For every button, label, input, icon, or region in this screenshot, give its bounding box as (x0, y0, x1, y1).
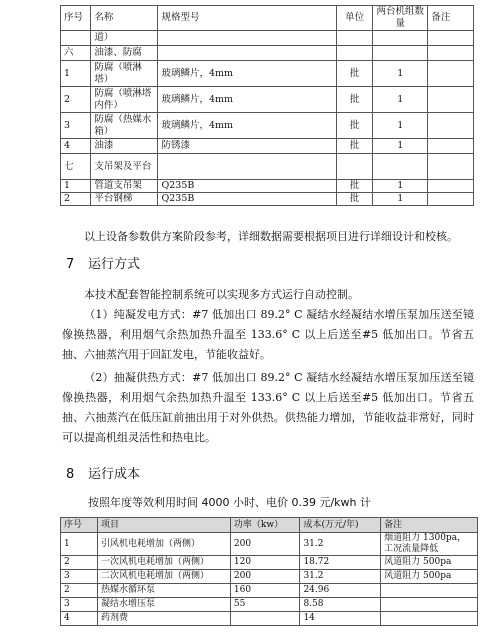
table-cell (61, 31, 91, 46)
table-cell: 药剂费 (98, 612, 231, 626)
section-number: 8 (66, 467, 75, 482)
table-row (61, 598, 478, 612)
table-cell: 风道阻力 500pa (381, 556, 478, 570)
table-row (61, 154, 474, 180)
table-cell: 18.72 (300, 556, 381, 570)
table-cell (373, 154, 428, 180)
table-cell: 二次风机电耗增加（两侧） (98, 570, 231, 584)
table-cell: 批 (337, 61, 373, 87)
table-cell (428, 193, 474, 206)
table-note: 以上设备参数供方案阶段参考，详细数据需要根据项目进行详细设计和校核。 (84, 230, 458, 243)
col-header: 功率（kw） (230, 518, 300, 533)
table-cell: 24.96 (300, 584, 381, 598)
section-8-heading (66, 463, 140, 482)
table-cell: 2 (61, 193, 91, 206)
table-cell (158, 31, 337, 46)
table-cell: 六 (61, 46, 91, 61)
col-header: 成本(万元/年) (300, 518, 381, 533)
table-cell: 3 (61, 598, 98, 612)
table-row (61, 46, 474, 61)
paragraph (62, 305, 474, 365)
table-cell (428, 46, 474, 61)
table-cell: 55 (230, 598, 300, 612)
equipment-table (60, 5, 474, 206)
table-cell (381, 584, 478, 598)
table-cell: 玻璃鳞片，4mm (158, 113, 337, 139)
table-cell: 防腐（喷淋塔） (91, 61, 158, 87)
paragraph (62, 368, 474, 448)
table-row (61, 113, 474, 139)
table-cell: 3 (61, 113, 91, 139)
table-cell: 防腐（热媒水箱） (91, 113, 158, 139)
table-cell: 4 (61, 139, 91, 154)
paragraph (62, 285, 474, 305)
section-title: 运行成本 (88, 467, 141, 482)
table-cell: 油漆 (91, 139, 158, 154)
table-cell: 1 (373, 61, 428, 87)
table-row (61, 533, 478, 556)
table-row (61, 556, 478, 570)
table-cell: 4 (61, 612, 98, 626)
table-cell: 油漆、防腐 (91, 46, 158, 61)
table-row (61, 31, 474, 46)
section-7-heading (66, 253, 140, 272)
table-cell: Q235B (158, 180, 337, 193)
table-cell: 批 (337, 87, 373, 113)
col-header: 序号 (61, 518, 98, 533)
col-header: 两台机组数量 (373, 6, 428, 31)
cost-table (60, 517, 478, 626)
table-cell (428, 113, 474, 139)
table-row (61, 612, 478, 626)
table-cell: 200 (230, 570, 300, 584)
table-cell (381, 598, 478, 612)
table-cell: 1 (373, 193, 428, 206)
table-cell (373, 46, 428, 61)
table-cell: 玻璃鳞片，4mm (158, 87, 337, 113)
table-cell: 批 (337, 139, 373, 154)
table-cell: 1 (373, 180, 428, 193)
table-cell (337, 46, 373, 61)
table-cell (337, 154, 373, 180)
table-cell (428, 87, 474, 113)
section-title: 运行方式 (88, 257, 141, 272)
table-cell: 烟道阻力 1300pa，工况流量降低 (381, 533, 478, 556)
table-cell: 平台钢梯 (91, 193, 158, 206)
table-cell: 凝结水增压泵 (98, 598, 231, 612)
table-cell (381, 612, 478, 626)
paragraph-text: （2）抽凝供热方式：#7 低加出口 89.2° C 凝结水经凝结水增压泵加压送至镜像换热器，利用烟气余热加热升温至 133.6° C 以上后送至#5 低加出口。节省五抽、六抽蒸汽在低压缸前抽出用于对外供热。供热能力增加，节能收益非常好，同时可以提高机组灵活性和热电比。 (62, 371, 474, 444)
table-cell: 2 (61, 87, 91, 113)
cost-basis: 按照年度等效利用时间 4000 小时、电价 0.39 元/kwh 计 (88, 496, 372, 509)
table-cell: 200 (230, 533, 300, 556)
table-cell: 31.2 (300, 533, 381, 556)
table-cell: Q235B (158, 193, 337, 206)
table-cell: 31.2 (300, 570, 381, 584)
table-row (61, 193, 474, 206)
table-row (61, 570, 478, 584)
col-header: 备注 (381, 518, 478, 533)
table-cell (428, 61, 474, 87)
table-cell: 1 (61, 180, 91, 193)
table-cell (428, 31, 474, 46)
table-cell (428, 154, 474, 180)
table-row (61, 180, 474, 193)
table-cell: 2 (61, 556, 98, 570)
table-cell (428, 180, 474, 193)
table-row (61, 139, 474, 154)
table-header-row (61, 6, 474, 31)
table-cell (158, 46, 337, 61)
table-cell: 160 (230, 584, 300, 598)
table-cell: 14 (300, 612, 381, 626)
table-cell: 3 (61, 570, 98, 584)
col-header: 单位 (337, 6, 373, 31)
table-cell: 1 (61, 61, 91, 87)
table-cell: 批 (337, 193, 373, 206)
table-cell: 支吊架及平台 (91, 154, 158, 180)
table-cell (373, 31, 428, 46)
table-cell: 8.58 (300, 598, 381, 612)
table-cell: 防锈漆 (158, 139, 337, 154)
table-cell: 1 (61, 533, 98, 556)
table-row (61, 584, 478, 598)
table-cell: 道） (91, 31, 158, 46)
table-cell: 批 (337, 180, 373, 193)
table-cell: 1 (373, 113, 428, 139)
col-header: 序号 (61, 6, 91, 31)
paragraph-text: （1）纯凝发电方式：#7 低加出口 89.2° C 凝结水经凝结水增压泵加压送至镜像换热器，利用烟气余热加热升温至 133.6° C 以上后送至#5 低加出口。节省五抽、六抽蒸汽用于回缸发电，节能收益好。 (62, 308, 474, 361)
col-header: 备注 (428, 6, 474, 31)
table-header-row (61, 518, 478, 533)
table-cell: 批 (337, 113, 373, 139)
col-header: 规格型号 (158, 6, 337, 31)
section-number: 7 (66, 257, 75, 272)
table-cell: 一次风机电耗增加（两侧） (98, 556, 231, 570)
table-row (61, 87, 474, 113)
table-cell: 热媒水循环泵 (98, 584, 231, 598)
table-cell: 2 (61, 584, 98, 598)
table-cell (428, 139, 474, 154)
paragraph-text: 本技术配套智能控制系统可以实现多方式运行自动控制。 (84, 288, 359, 301)
table-cell: 玻璃鳞片，4mm (158, 61, 337, 87)
table-cell: 引风机电耗增加（两侧） (98, 533, 231, 556)
table-cell: 1 (373, 87, 428, 113)
col-header: 项目 (98, 518, 231, 533)
table-cell (230, 612, 300, 626)
table-cell: 120 (230, 556, 300, 570)
col-header: 名称 (91, 6, 158, 31)
table-cell: 七 (61, 154, 91, 180)
table-cell (337, 31, 373, 46)
table-row (61, 61, 474, 87)
table-cell (158, 154, 337, 180)
table-cell: 风道阻力 500pa (381, 570, 478, 584)
table-cell: 1 (373, 139, 428, 154)
table-cell: 防腐（喷淋塔内件） (91, 87, 158, 113)
table-cell: 管道支吊架 (91, 180, 158, 193)
